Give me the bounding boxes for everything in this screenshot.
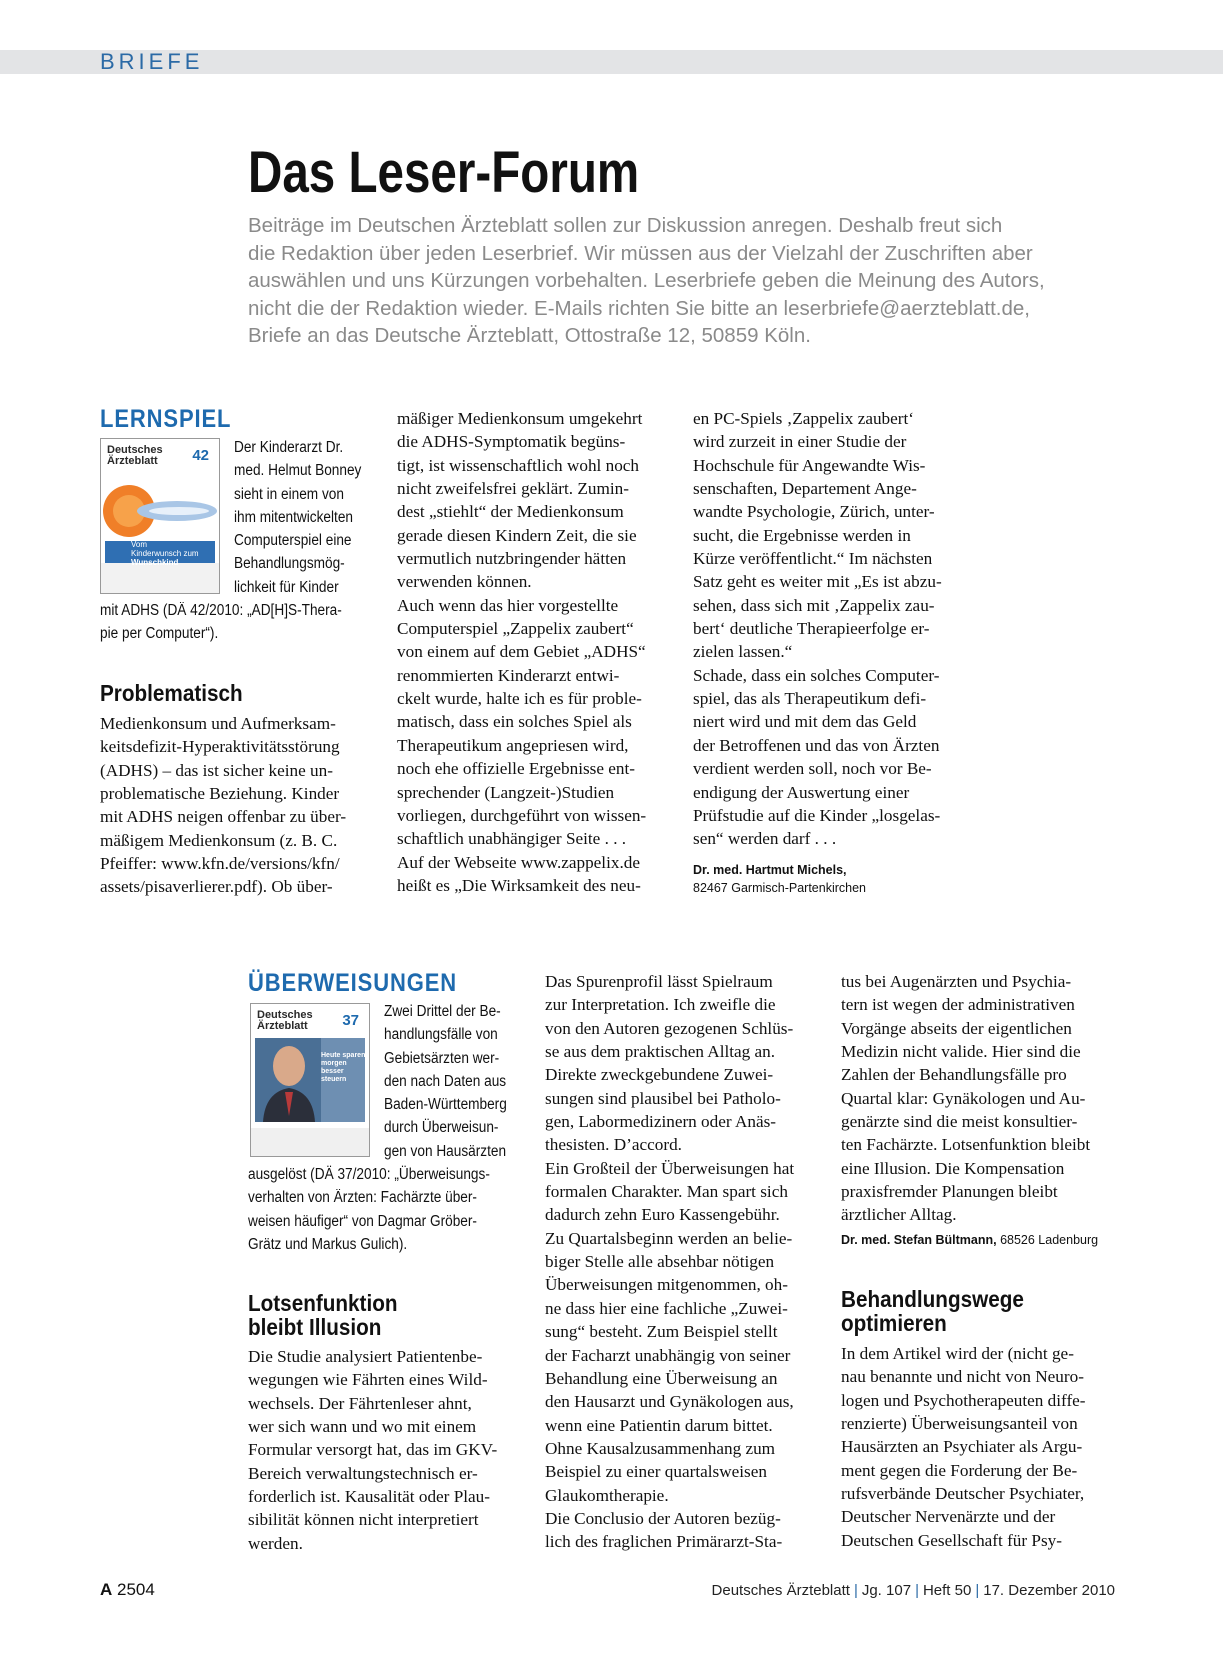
cover-issue-number: 37 — [342, 1012, 359, 1029]
text-line: sen“ werden darf . . . — [693, 829, 837, 849]
text-line: ärztlicher Alltag. — [841, 1205, 957, 1225]
text-line: Deutschen Gesellschaft für Psy- — [841, 1530, 1062, 1550]
text-line: genärzte sind die meist konsultier- — [841, 1112, 1078, 1132]
text-line: nicht die der Redaktion wieder. E-Mails richten Sie bitte an leserbriefe@aerzteblatt.de, — [248, 296, 1030, 320]
letter-3-column — [841, 1342, 1086, 1552]
text-line: biger Stelle alle absehbar nötigen — [545, 1252, 775, 1272]
headline-behandlungswege: Behandlungswege optimieren — [841, 1286, 1024, 1336]
text-line: formalen Charakter. Man spart sich — [545, 1182, 788, 1202]
text-line: med. Helmut Bonney — [234, 462, 362, 480]
text-line: Quartal klar: Gynäkologen und Au- — [841, 1088, 1086, 1108]
text-line: thesisten. D’accord. — [545, 1135, 682, 1155]
text-line: Direkte zweckgebundene Zuwei- — [545, 1065, 774, 1085]
teaser-ueberweisungen-full — [248, 1163, 523, 1256]
text-line: sprechender (Langzeit-)Studien — [397, 782, 615, 802]
teaser-ueberweisungen-right — [384, 1000, 524, 1163]
text-line: Ein Großteil der Überweisungen hat — [545, 1158, 795, 1178]
text-line: vermutlich nutzbringender hätten — [397, 549, 627, 569]
text-line: heißt es „Die Wirksamkeit des neu- — [397, 875, 641, 895]
text-line: eine Illusion. Die Kompensation — [841, 1158, 1065, 1178]
cover-headline: Vom Kinderwunsch zum Wunschkind — [131, 540, 199, 567]
text-line: Computerspiel „Zappelix zaubert“ — [397, 619, 634, 639]
text-line: schaftlich unabhängiger Seite . . . — [397, 829, 627, 849]
text-line: Ohne Kausalzusammenhang zum — [545, 1438, 776, 1458]
text-line: keitsdefizit-Hyperaktivitätsstörung — [100, 737, 340, 757]
kicker-ueberweisungen: ÜBERWEISUNGEN — [248, 969, 458, 997]
text-line: sibilität können nicht interpretiert — [248, 1510, 479, 1530]
text-line: mäßiger Medienkonsum umgekehrt — [397, 409, 643, 428]
text-line: von einem auf dem Gebiet „ADHS“ — [397, 642, 646, 662]
text-line: Vorgänge abseits der eigentlichen — [841, 1018, 1072, 1038]
text-line: gen, Labormedizinern oder Anäs- — [545, 1112, 776, 1132]
text-line: Gebietsärzten wer- — [384, 1049, 500, 1067]
letter-1-column-1 — [100, 712, 346, 899]
text-line: tigt, ist wissenschaftlich wohl noch — [397, 455, 640, 475]
page-number: A 2504 — [100, 1580, 155, 1599]
text-line: bert‘ deutliche Therapieerfolge er- — [693, 619, 930, 639]
text-line: der Betroffenen und das von Ärzten — [693, 735, 940, 755]
text-line: sehen, dass sich mit ‚Zappelix zau- — [693, 595, 935, 615]
footer-volume: Jg. 107 — [861, 1582, 912, 1599]
text-line: Schade, dass ein solches Computer- — [693, 665, 940, 685]
text-line: Prüfstudie auf die Kinder „losgelas- — [693, 805, 941, 825]
text-line: den nach Daten aus — [384, 1072, 507, 1090]
text-line: Hochschule für Angewandte Wis- — [693, 455, 926, 475]
text-line: renzierte) Überweisungsanteil von — [841, 1414, 1078, 1434]
text-line: Pfeiffer: www.kfn.de/versions/kfn/ — [100, 854, 340, 874]
text-line: sung“ besteht. Zum Beispiel stellt — [545, 1322, 778, 1342]
text-line: ten Fachärzte. Lotsenfunktion bleibt — [841, 1135, 1091, 1155]
headline-lotsenfunktion: Lotsenfunktion bleibt Illusion — [248, 1290, 398, 1340]
text-line: Medienkonsum und Aufmerksam- — [100, 714, 336, 733]
text-line: Zu Quartalsbeginn werden an belie- — [545, 1228, 793, 1248]
text-line: Beiträge im Deutschen Ärzteblatt sollen zur Diskussion anregen. Deshalb freut sich — [248, 214, 1003, 237]
text-line: vorliegen, durchgeführt von wissen- — [397, 805, 647, 825]
teaser-lernspiel-full — [100, 599, 375, 646]
text-line: tern ist wegen der administrativen — [841, 995, 1075, 1015]
text-line: weisen häufiger“ von Dagmar Gröber- — [248, 1212, 477, 1230]
text-line: von den Autoren gezogenen Schlüs- — [545, 1018, 794, 1038]
text-line: mit ADHS (DÄ 42/2010: „AD[H]S-Thera- — [100, 602, 342, 619]
text-line: Kürze veröffentlicht.“ Im nächsten — [693, 549, 933, 569]
text-line: ckelt wurde, halte ich es für proble- — [397, 689, 642, 709]
text-line: den Hausarzt und Gynäkologen aus, — [545, 1392, 794, 1412]
text-line: Baden-Württemberg — [384, 1096, 507, 1114]
signature-michels-place: 82467 Garmisch-Partenkirchen — [693, 881, 866, 895]
text-line: spiel, das als Therapeutikum defi- — [693, 689, 927, 709]
text-line: werden. — [248, 1533, 303, 1553]
text-line: sieht in einem von — [234, 485, 344, 503]
text-line: praxisfremder Planungen bleibt — [841, 1182, 1058, 1202]
letter-1-column-3 — [693, 407, 942, 851]
text-line: senschaften, Departement Ange- — [693, 479, 917, 499]
text-line: Behandlungsmög- — [234, 555, 345, 573]
cover-masthead: Deutsches Ärzteblatt — [107, 444, 163, 467]
cover-issue-number: 42 — [192, 447, 209, 464]
text-line: forderlich ist. Kausalität oder Plau- — [248, 1487, 490, 1507]
cover-masthead: Deutsches Ärzteblatt — [257, 1009, 313, 1032]
footer-citation: Deutsches Ärzteblatt | Jg. 107 | Heft 50 | 17. Dezember 2010 — [711, 1582, 1115, 1599]
text-line: en PC-Spiels ‚Zappelix zaubert‘ — [693, 409, 914, 428]
headline-problematisch: Problematisch — [100, 680, 243, 706]
text-line: Behandlung eine Überweisung an — [545, 1368, 778, 1388]
text-line: verdient werden soll, noch vor Be- — [693, 759, 932, 779]
intro-text — [248, 212, 1128, 350]
text-line: endigung der Auswertung einer — [693, 782, 910, 802]
text-line: wechsels. Der Fährtenleser ahnt, — [248, 1393, 472, 1413]
text-line: wer sich wann und wo mit einem — [248, 1417, 477, 1437]
section-label: BRIEFE — [100, 49, 204, 74]
signature-michels: Dr. med. Hartmut Michels, — [693, 863, 847, 877]
cover-thumbnail-42 — [100, 438, 220, 594]
text-line: Formular versorgt hat, das im GKV- — [248, 1440, 498, 1460]
signature-bueltmann: Dr. med. Stefan Bültmann, 68526 Ladenburg — [841, 1233, 1099, 1247]
text-line: handlungsfälle von — [384, 1026, 498, 1044]
text-line: ausgelöst (DÄ 37/2010: „Überweisungs- — [248, 1166, 490, 1183]
text-line: Glaukomtherapie. — [545, 1485, 669, 1505]
text-line: Die Conclusio der Autoren bezüg- — [545, 1508, 781, 1528]
text-line: assets/pisaverlierer.pdf). Ob über- — [100, 877, 333, 897]
text-line: problematische Beziehung. Kinder — [100, 784, 340, 804]
text-line: ne dass hier eine fachliche „Zuwei- — [545, 1298, 788, 1318]
text-line: Hausärzten an Psychiater als Argu- — [841, 1437, 1083, 1457]
text-line: Bereich verwaltungstechnisch er- — [248, 1463, 478, 1483]
text-line: logen und Psychotherapeuten diffe- — [841, 1390, 1086, 1410]
text-line: durch Überweisun- — [384, 1119, 499, 1137]
text-line: die ADHS-Symptomatik begüns- — [397, 432, 626, 452]
text-line: sungen sind plausibel bei Patholo- — [545, 1088, 781, 1108]
text-line: Therapeutikum angepriesen wird, — [397, 735, 629, 755]
text-line: der Facharzt unabhängig von seiner — [545, 1345, 791, 1365]
kicker-lernspiel: LERNSPIEL — [100, 405, 232, 433]
text-line: Beispiel zu einer quartalsweisen — [545, 1462, 767, 1482]
text-line: die Redaktion über jeden Leserbrief. Wir müssen aus der Vielzahl der Zuschriften aber — [248, 241, 1033, 265]
text-line: niert wird und mit dem das Geld — [693, 712, 917, 732]
text-line: matisch, dass ein solches Spiel als — [397, 712, 632, 732]
text-line: dadurch zehn Euro Kassengebühr. — [545, 1205, 780, 1225]
text-line: verwenden können. — [397, 572, 532, 592]
text-line: lich des fraglichen Primärarzt-Sta- — [545, 1532, 783, 1552]
text-line: Die Studie analysiert Patientenbe- — [248, 1347, 483, 1366]
text-line: Zwei Drittel der Be- — [384, 1003, 501, 1020]
letter-2-column-3 — [841, 970, 1090, 1227]
text-line: (ADHS) – das ist sicher keine un- — [100, 760, 333, 780]
text-line: Auch wenn das hier vorgestellte — [397, 595, 619, 615]
text-line: wandte Psychologie, Zürich, unter- — [693, 502, 935, 522]
text-line: Briefe an das Deutsche Ärzteblatt, Ottostraße 12, 50859 Köln. — [248, 324, 811, 347]
text-line: zur Interpretation. Ich zweifle die — [545, 995, 776, 1015]
text-line: Das Spurenprofil lässt Spielraum — [545, 972, 773, 991]
text-line: pie per Computer“). — [100, 625, 219, 643]
text-line: tus bei Augenärzten und Psychia- — [841, 972, 1072, 991]
footer-issue: Heft 50 — [922, 1582, 972, 1599]
text-line: gen von Hausärzten — [384, 1142, 507, 1160]
text-line: lichkeit für Kinder — [234, 578, 339, 596]
text-line: verhalten von Ärzten: Fachärzte über- — [248, 1189, 477, 1207]
text-line: dest „stiehlt“ der Medienkonsum — [397, 502, 624, 522]
text-line: Deutscher Nervenärzte und der — [841, 1507, 1056, 1527]
text-line: ihm mitentwickelten — [234, 508, 354, 526]
cover-headline: Heute sparen, morgen besser steuern — [321, 1052, 368, 1083]
text-line: ment gegen die Forderung der Be- — [841, 1460, 1078, 1480]
footer-date: 17. Dezember 2010 — [983, 1582, 1115, 1599]
footer-journal: Deutsches Ärzteblatt — [711, 1582, 850, 1599]
text-line: Satz geht es weiter mit „Es ist abzu- — [693, 572, 942, 592]
text-line: Medizin nicht valide. Hier sind die — [841, 1042, 1081, 1062]
cover-art-egg-icon — [101, 471, 219, 593]
page-title: Das Leser-Forum — [248, 140, 640, 205]
text-line: sucht, die Ergebnisse werden in — [693, 525, 911, 545]
text-line: gerade diesen Kindern Zeit, die sie — [397, 525, 637, 545]
teaser-lernspiel-right — [234, 436, 379, 599]
text-line: wenn eine Patientin darum bittet. — [545, 1415, 773, 1435]
text-line: auswählen und uns Kürzungen vorbehalten. Leserbriefe geben die Meinung des Autors, — [248, 269, 1045, 292]
text-line: wird zurzeit in einer Studie der — [693, 432, 907, 452]
text-line: rufsverbände Deutscher Psychiater, — [841, 1484, 1085, 1504]
text-line: Überweisungen mitgenommen, oh- — [545, 1275, 788, 1295]
text-line: In dem Artikel wird der (nicht ge- — [841, 1344, 1074, 1363]
letter-2-column-1 — [248, 1345, 497, 1555]
text-line: Der Kinderarzt Dr. — [234, 439, 344, 456]
text-line: nau benannte und nicht von Neuro- — [841, 1367, 1084, 1387]
text-line: Grätz und Markus Gulich). — [248, 1235, 408, 1253]
text-line: Zahlen der Behandlungsfälle pro — [841, 1065, 1067, 1085]
letter-2-column-2 — [545, 970, 794, 1554]
text-line: wegungen wie Fährten eines Wild- — [248, 1370, 488, 1390]
text-line: zielen lassen.“ — [693, 642, 793, 662]
text-line: Computerspiel eine — [234, 532, 352, 550]
text-line: mäßigem Medienkonsum (z. B. C. — [100, 830, 338, 850]
text-line: renommierten Kinderarzt entwi- — [397, 665, 620, 685]
text-line: Auf der Webseite www.zappelix.de — [397, 852, 640, 872]
text-line: noch ehe offizielle Ergebnisse ent- — [397, 759, 635, 779]
text-line: nicht zweifelsfrei geklärt. Zumin- — [397, 479, 629, 499]
cover-thumbnail-37 — [250, 1003, 370, 1157]
text-line: se aus dem praktischen Alltag an. — [545, 1042, 776, 1062]
text-line: mit ADHS neigen offenbar zu über- — [100, 807, 347, 827]
letter-1-column-2 — [397, 407, 646, 897]
